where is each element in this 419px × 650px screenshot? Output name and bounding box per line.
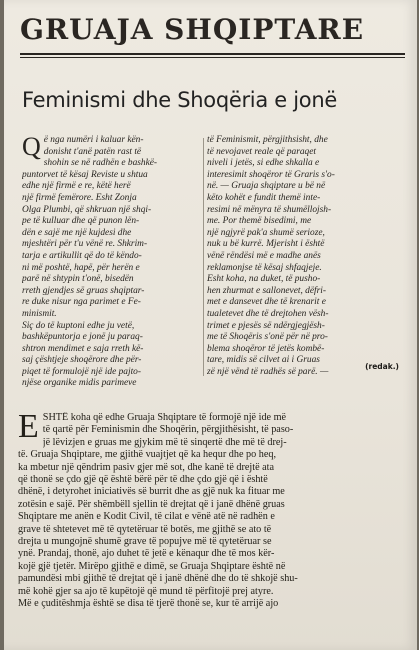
text-line: minismit.	[22, 308, 57, 319]
article-body	[18, 408, 406, 611]
editor-signature: (redak.)	[365, 362, 399, 371]
text-line: më kohë gjer sa ajo të kupëtojë që mund të përfitojë prej atyre.	[18, 585, 274, 597]
text-line: me. Por themë bisedimi, me	[207, 216, 312, 227]
text-line: re duke nisur nga parimet e Fe-	[22, 297, 141, 308]
masthead-rule	[20, 53, 405, 55]
text-line: tare, midis së cilvet ai i Gruas	[207, 355, 320, 366]
text-line: shohin se në radhën e bashkë-	[43, 158, 158, 169]
text-line: në. — Gruaja shqiptare u bë në	[207, 181, 326, 192]
text-line: ynë. Prandaj, thonë, ajo duhet të jetë e kënaqur dhe të mos kër-	[18, 548, 275, 560]
text-line: SHTË koha që edhe Gruaja Shqiptare të formojë një ide më	[42, 412, 287, 423]
text-line: një ngjyrë pak'a shumë serioze,	[207, 227, 325, 238]
text-line: drejta u mungojnë shumë grave të popujve më të qytetëruar se	[18, 536, 272, 548]
magazine-page	[4, 0, 417, 650]
masthead-rule-thin	[20, 57, 405, 58]
text-line: kojë gjë tjetër. Mirëpo gjithë e dimë, se Gruaja Shqiptare është në	[18, 560, 286, 572]
masthead: GRUAJA SHQIPTARE	[20, 13, 365, 46]
text-line: reklamonjse të kësaj shfaqjeje.	[207, 262, 322, 273]
text-line: me të Shoqëris s'onë për në pro-	[207, 332, 328, 343]
body-dropcap: E	[18, 408, 39, 445]
text-line: hen zhurmat e sallonevet, dëfri-	[207, 285, 326, 296]
text-line: këto kohët e fundit themë inte-	[207, 192, 321, 203]
text-line: tarja e artikullit që do të këndo-	[22, 250, 142, 261]
text-line: ë nga numëri i kaluar kën-	[43, 135, 144, 145]
text-line: resimi në mënyra të shumëllojsh-	[207, 204, 332, 215]
text-line: shtron mendimet e saja rreth kë-	[22, 343, 144, 354]
text-line: dën e sajë me një kujdesi dhe	[22, 227, 132, 238]
text-line: parë në shtypin t'onë, bisedën	[22, 274, 134, 285]
right-column-text	[207, 135, 401, 378]
text-line: Esht koha, na duket, të pusho-	[207, 274, 321, 285]
intro-dropcap: Q	[22, 132, 41, 161]
text-line: të. Gruaja Shqiptare, me gjithë vuajtjet që ka hequr dhe po heq,	[18, 449, 277, 461]
text-line: grave të shtetevet më të qytetëruar të botës, me gjithë se ato të	[18, 523, 272, 535]
text-line: puntorvet të kësaj Reviste u shtua	[22, 169, 148, 180]
text-line: Olga Plumbi, që shkruan një shqi-	[22, 204, 152, 215]
text-line: bashkëpuntorja e jonë ju paraq-	[22, 332, 143, 343]
text-line: pe të kulluar dhe që punon lën-	[22, 216, 140, 227]
left-column-text	[22, 132, 198, 390]
text-line: një firmë femërore. Esht Zonja	[22, 192, 137, 203]
text-line: tualetevet dhe të drejtohen vësh-	[207, 308, 329, 319]
text-line: Siç do të kuptoni edhe ju vetë,	[22, 320, 135, 331]
text-line: zotësin e sajë. Për shëmbëll sjellin të drejtat që i janë dhënë gruas	[18, 498, 285, 510]
text-line: blema shoqëror të jetës kombë-	[207, 343, 325, 354]
text-line: jë lëvizjen e gruas me gjykim më të sinqertë dhe më të drej-	[42, 436, 287, 448]
text-line: ni më poshtë, hapë, për herën e	[22, 262, 140, 273]
text-line: met e dansevet dhe të krenarit e	[207, 297, 326, 308]
text-line: Shqiptare me anën e Kodit Civil, të cilat e vënë atë në radhën e	[18, 511, 275, 523]
text-line: zë një vënd të radhës së parë. —	[207, 366, 329, 377]
text-line: saj çështjeje shoqërore dhe për-	[22, 355, 142, 366]
body-text	[18, 408, 406, 611]
text-line: trimet e pjesës së ndërgjegjësh-	[207, 320, 325, 331]
text-line: Më e çuditëshmja është se disa të tjerë thonë se, kur të arrijë ajo	[18, 598, 279, 610]
text-line: vënë rëndësi më e madhe anës	[207, 250, 321, 261]
text-line: mjeshtëri për t'u vënë re. Shkrim-	[22, 239, 148, 250]
text-line: niveli i jetës, si edhe shkalla e	[207, 158, 320, 169]
text-line: dhënë, i detyrohet iniciativës së burrit dhe as gjë nuk ka fituar me	[18, 486, 285, 498]
intro-right-column	[207, 135, 401, 378]
intro-left-column	[22, 132, 198, 390]
text-line: piqet të formulojë një ide pajto-	[22, 366, 141, 377]
column-divider	[203, 138, 204, 376]
text-line: nuk u bë kurrë. Mjerisht i është	[207, 239, 325, 250]
text-line: interesimit shoqëror të Graris s'o-	[207, 169, 335, 180]
text-line: donisht t'anë patën rast të	[43, 146, 142, 157]
text-line: rreth gjendjes së gruas shqiptar-	[22, 285, 145, 296]
text-line: pamundësi mbi gjithë të drejtat që i janë dhënë dhe do të shkojë shu-	[18, 573, 298, 585]
text-line: të Feminismit, përgjithsisht, dhe	[207, 135, 328, 145]
text-line: të nevojavet reale që paraqet	[207, 146, 316, 157]
text-line: edhe një firmë e re, këtë herë	[22, 181, 131, 192]
text-line: ka mbetur një qëndrim pasiv gjer më sot, dhe kanë të drejtë ata	[18, 461, 275, 473]
text-line: që thonë se çdo gjë që është bërë për të dhe çdo gjë që i është	[18, 474, 268, 486]
article-title: Feminismi dhe Shoqëria e jonë	[22, 88, 337, 112]
text-line: njëse organike midis parimeve	[22, 378, 137, 389]
text-line: të qartë për Feminismin dhe Shoqërin, përgjithësisht, të paso-	[42, 424, 294, 436]
